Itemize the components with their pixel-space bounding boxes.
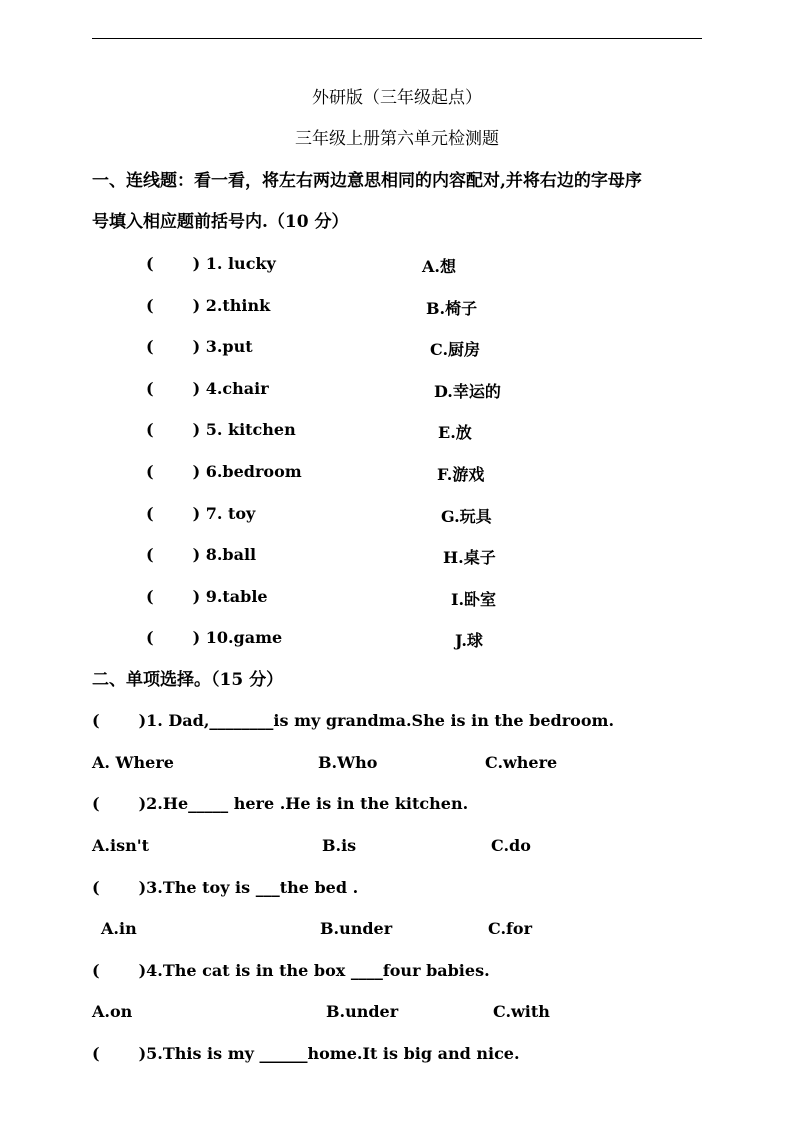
header-rule — [92, 38, 702, 39]
match-left-item: ( ) 1. lucky — [146, 254, 276, 273]
option-a: A. Where — [92, 753, 174, 772]
doc-title-publisher: 外研版（三年级起点） — [312, 88, 482, 108]
question-stem: ( )3.The toy is ___the bed . — [92, 878, 359, 897]
match-left-item: ( ) 8.ball — [146, 545, 257, 564]
section1-heading: 一、连线题：看一看，将左右两边意思相同的内容配对,并将右边的字母序 — [92, 171, 642, 191]
match-left-item: ( ) 2.think — [146, 296, 271, 315]
section1-heading-cont: 号填入相应题前括号内.（10 分） — [92, 212, 349, 232]
match-left-item: ( ) 5. kitchen — [146, 420, 296, 439]
match-right-item: D.幸运的 — [434, 382, 501, 401]
match-left-item: ( ) 4.chair — [146, 379, 269, 398]
option-b: B.Who — [318, 753, 378, 772]
match-left-item: ( ) 6.bedroom — [146, 462, 302, 481]
match-right-item: G.玩具 — [441, 507, 492, 526]
option-b: B.under — [326, 1002, 399, 1021]
option-a: A.in — [101, 919, 137, 938]
question-stem: ( )2.He_____ here .He is in the kitchen. — [92, 794, 469, 813]
section2-heading: 二、单项选择。（15 分） — [92, 670, 284, 690]
match-right-item: C.厨房 — [430, 340, 481, 359]
option-c: C.do — [491, 836, 531, 855]
match-right-item: E.放 — [438, 423, 472, 442]
match-right-item: J.球 — [455, 631, 483, 650]
option-b: B.under — [320, 919, 393, 938]
doc-title-unit-test: 三年级上册第六单元检测题 — [295, 129, 499, 149]
match-right-item: A.想 — [422, 257, 456, 276]
option-c: C.with — [493, 1002, 550, 1021]
match-left-item: ( ) 3.put — [146, 337, 253, 356]
option-a: A.isn't — [92, 836, 149, 855]
match-right-item: H.桌子 — [443, 548, 496, 567]
option-c: C.where — [485, 753, 558, 772]
match-right-item: F.游戏 — [437, 465, 485, 484]
match-left-item: ( ) 9.table — [146, 587, 268, 606]
match-right-item: B.椅子 — [426, 299, 478, 318]
question-stem: ( )1. Dad,________is my grandma.She is in the bedroom. — [92, 711, 615, 730]
question-stem: ( )5.This is my ______home.It is big and nice. — [92, 1044, 520, 1063]
match-left-item: ( ) 7. toy — [146, 504, 256, 523]
match-left-item: ( ) 10.game — [146, 628, 283, 647]
question-stem: ( )4.The cat is in the box ____four babies. — [92, 961, 490, 980]
option-c: C.for — [488, 919, 533, 938]
match-right-item: I.卧室 — [451, 590, 497, 609]
option-a: A.on — [92, 1002, 133, 1021]
option-b: B.is — [322, 836, 357, 855]
